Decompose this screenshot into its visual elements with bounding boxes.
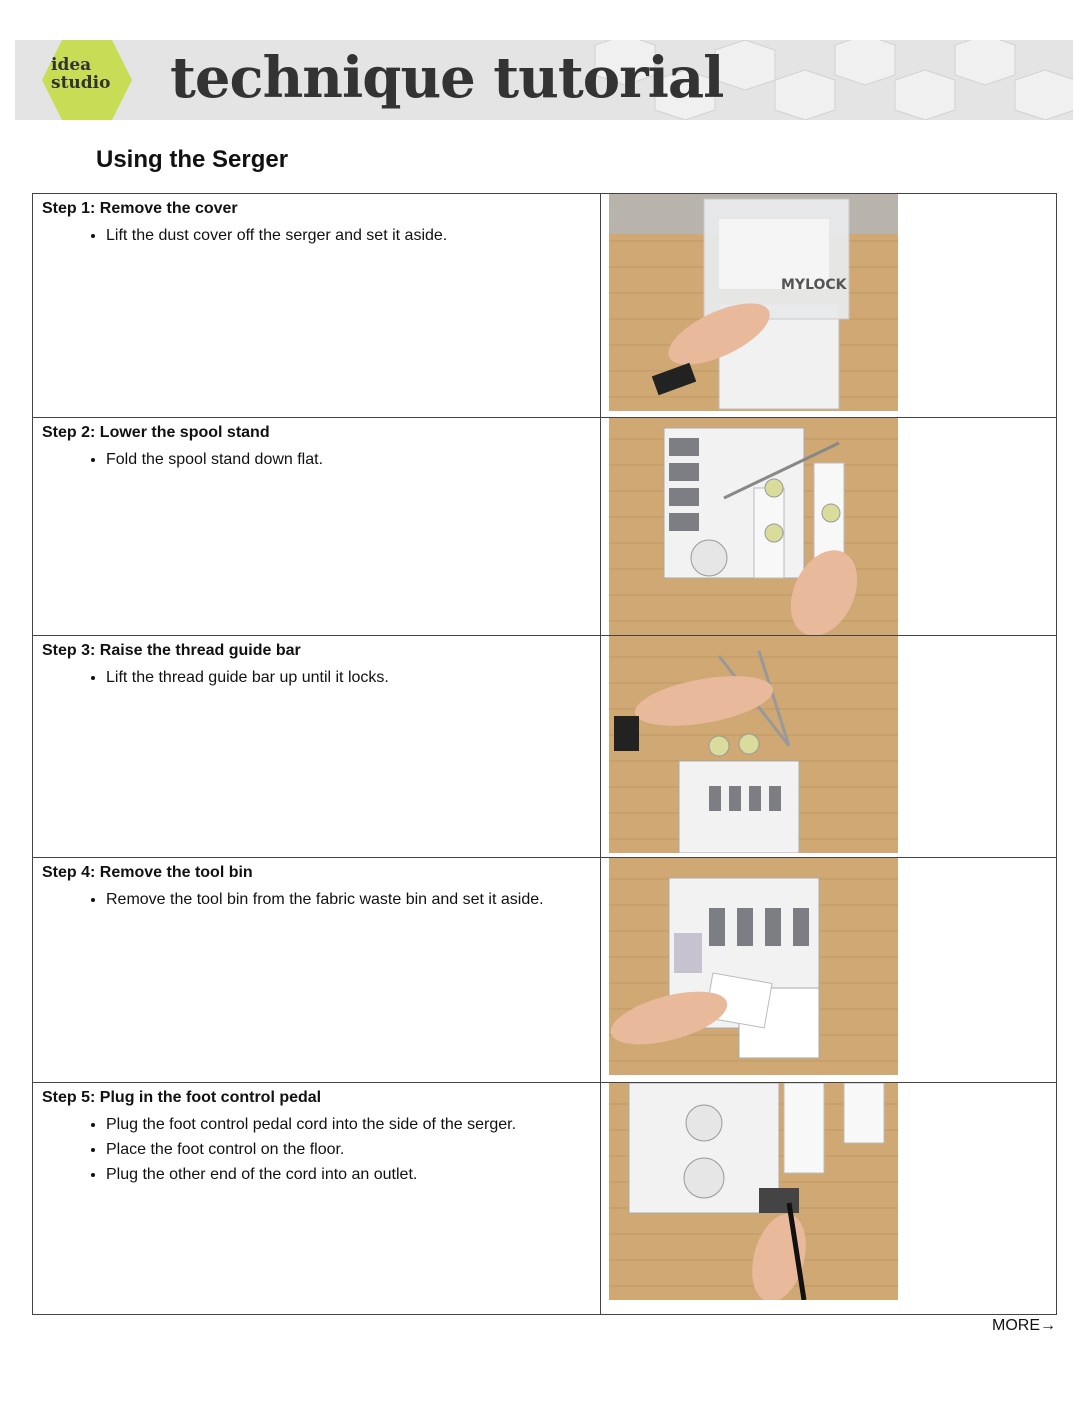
step-label: Step 5: xyxy=(42,1089,100,1106)
step-image-cell xyxy=(601,418,1057,636)
step-bullet: • Lift the dust cover off the serger and set it aside. xyxy=(106,223,580,248)
step-text-cell xyxy=(33,636,601,858)
step-row xyxy=(33,194,1057,418)
step-label: Step 1: xyxy=(42,200,100,217)
step-title: Remove the tool bin xyxy=(99,864,253,881)
svg-text:MYLOCK: MYLOCK xyxy=(781,277,847,293)
step-text-cell xyxy=(33,858,601,1083)
step-row xyxy=(33,418,1057,636)
more-link[interactable]: MORE→ xyxy=(992,1317,1056,1334)
foot-pedal-cord-photo xyxy=(609,1083,898,1300)
step-bullet: • Plug the foot control pedal cord into the side of the serger. xyxy=(106,1112,580,1137)
step-label: Step 4: xyxy=(42,864,100,881)
thread-guide-bar-photo xyxy=(609,636,898,853)
step-heading xyxy=(42,423,600,443)
step-bullet: • Plug the other end of the cord into an outlet. xyxy=(106,1162,580,1187)
step-row xyxy=(33,636,1057,858)
step-heading xyxy=(42,863,600,883)
header-banner xyxy=(15,40,1073,120)
step-bullet: • Place the foot control on the floor. xyxy=(106,1137,580,1162)
step-bullet-list xyxy=(33,223,600,248)
step-bullet-list xyxy=(33,887,600,912)
document-title: Using the Serger xyxy=(96,146,289,173)
step-heading xyxy=(42,1088,600,1108)
step-label: Step 3: xyxy=(42,642,100,659)
step-text-cell xyxy=(33,418,601,636)
step-row xyxy=(33,1083,1057,1315)
logo-text-studio: studio xyxy=(51,73,111,93)
steps-table xyxy=(32,193,1057,1315)
step-label: Step 2: xyxy=(42,424,100,441)
step-bullet-list xyxy=(33,447,600,472)
step-bullet-list xyxy=(33,1112,600,1187)
spool-stand-photo xyxy=(609,418,898,635)
step-image-cell xyxy=(601,1083,1057,1315)
step-image-cell xyxy=(601,636,1057,858)
step-title: Plug in the foot control pedal xyxy=(99,1089,322,1106)
step-title: Lower the spool stand xyxy=(99,424,270,441)
step-bullet: • Lift the thread guide bar up until it locks. xyxy=(106,665,580,690)
serger-dust-cover-photo xyxy=(609,194,898,411)
banner-title: technique tutorial xyxy=(170,45,724,111)
step-text-cell xyxy=(33,1083,601,1315)
step-bullet-list xyxy=(33,665,600,690)
logo-text-idea: idea xyxy=(51,55,92,75)
tool-bin-photo xyxy=(609,858,898,1075)
step-image-cell xyxy=(601,858,1057,1083)
step-text-cell xyxy=(33,194,601,418)
step-heading xyxy=(42,641,600,661)
step-bullet: • Remove the tool bin from the fabric waste bin and set it aside. xyxy=(106,887,580,912)
step-title: Raise the thread guide bar xyxy=(99,642,301,659)
step-heading xyxy=(42,199,600,219)
step-title: Remove the cover xyxy=(99,200,238,217)
idea-studio-logo xyxy=(37,40,137,120)
step-row xyxy=(33,858,1057,1083)
step-image-cell xyxy=(601,194,1057,418)
step-bullet: • Fold the spool stand down flat. xyxy=(106,447,580,472)
